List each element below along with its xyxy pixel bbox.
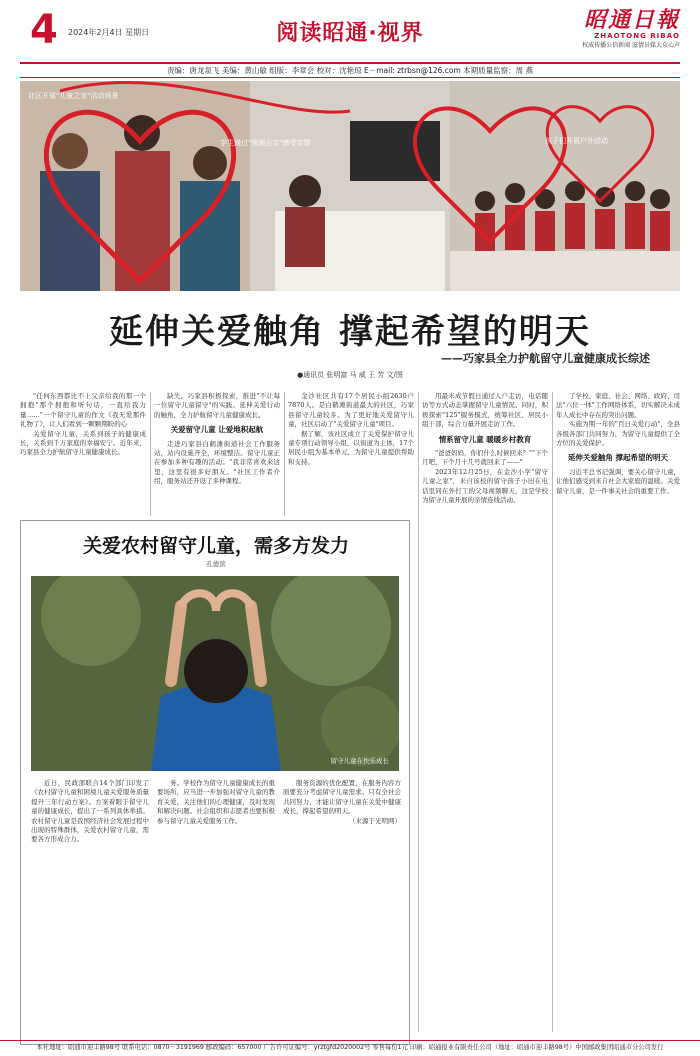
article-column-4	[422, 392, 548, 1032]
logo-english: ZHAOTONG RIBAO	[594, 32, 680, 40]
feature-source: （来源于光明网）	[349, 816, 401, 825]
subheadline: ——巧家县全力护航留守儿童健康成长综述	[441, 352, 650, 365]
hero-caption-right: 孩子们开展户外活动	[545, 137, 608, 145]
article-paragraph: 据了解，该社区成立了关爱保护留守儿童专项行动领导小组，以街道为主体，17个居民小组为基本单元，为留守儿童提供帮助和支持。	[288, 429, 414, 466]
byline: ●通讯员 张明富 马 威 王 芳 文/图	[297, 371, 403, 379]
feature-column-1	[31, 779, 149, 1037]
feature-photo	[31, 576, 399, 771]
subsection-heading: 关爱留守儿童 让爱地积起航	[170, 425, 264, 435]
article-column-1	[20, 392, 146, 516]
column-divider	[418, 392, 419, 1032]
logo-tagline: 权威传播公信新闻 滋情员媒大众心声	[582, 42, 680, 49]
article-paragraph: "任何东西都比不上父亲给我的那一个拥抱"那个拥抱和听句话，一直给我力量……"一个留守儿童的作文《我无爱那件礼物了》，让人们看到一颗颗期盼的心	[20, 392, 146, 429]
feature-photo-caption: 留守儿童在快乐成长	[330, 757, 389, 765]
hero-photo	[20, 81, 680, 291]
column-divider	[284, 392, 285, 516]
masthead	[0, 0, 700, 62]
article-paragraph: 2023年12月25日，在金沙小学"留守儿童之家"，来自该校的留守孩子小田在电话里同在外打工的父母视频聊天，这是学校为留守儿童开展的亲情连线活动。	[422, 467, 548, 505]
newspaper-logo	[560, 8, 680, 49]
hero-illustration	[20, 81, 680, 291]
section-title: 阅读昭通·视界	[276, 21, 424, 46]
subsection-heading: 情系留守儿童 暖暖乡村教育	[438, 434, 532, 444]
article-column-2	[154, 392, 280, 516]
article-paragraph: 走进巧家县白鹤滩街道社会工作服务站，站内设施齐全，环境整洁。留守儿童正在参加多种有趣的活动。"我非常喜欢来这里，这里有很多好朋友。"社区工作者介绍，服务站还开设了多种课程。	[154, 439, 280, 486]
article-paragraph: 用最米成节假日通过人户走访，电话随访等方式动态掌握留守儿童情况。同时，积极探索"125"服务模式，统筹社区、居民小组干部，综合力量开展走访工作。	[422, 392, 548, 429]
article-paragraph: 关爱留守儿童，关系到孩子的健康成长，关系到千万家庭的幸福安宁。近年来，巧家县全力护航留守儿童健康成长。	[20, 429, 146, 457]
staff-bar: 责编：唐龙泉飞 美编：黄山敏 组版：李章会 校对：沈艳琼 E－mail: ztrbsn@126.com 本期质量监察：周 燕	[20, 62, 680, 78]
subsection-heading: 延伸关爱触角 撑起希望的明天	[567, 453, 669, 463]
feature-paragraph: 务。学校作为留守儿童健康成长的重要场所，应当进一步加强对留守儿童的教育关爱，关注他们的心理健康，及时发现和解决问题。社会组织和志愿者也要积极参与留守儿童关爱服务工作。	[157, 779, 275, 825]
article-column-3	[288, 392, 414, 516]
feature-box	[20, 520, 410, 1045]
feature-title: 关爱农村留守儿童，需多方发力	[82, 535, 349, 557]
logo-chinese: 昭通日報	[583, 7, 680, 33]
feature-author: 孔德滨	[206, 560, 226, 568]
article-paragraph: 了学校、家庭、社会、网络、政府、司法"六位一体"工作网络体系，切实解决未成年人成长中存在的突出问题。	[556, 392, 680, 419]
article-paragraph: 金沙社区共有17个居民小组2630户7870人。是白鹤滩街道最大的社区，巧家县留守儿童较多。为了更好地关爱留守儿童，社区启动了"关爱留守儿童"项目。	[288, 392, 414, 429]
feature-paragraph: 服务资源的优化配置，在服务内容方面要充分考虑留守儿童需求。只有全社会共同努力，才能让留守儿童在关爱中健康成长，撑起希望的明天。	[283, 779, 401, 816]
hero-caption-mid: 学生通过"视频会亲"感受亲情	[220, 139, 311, 147]
feature-paragraph: 近日，民政部联合14个部门印发了《农村留守儿童和困境儿童关爱服务质量提升三年行动方案》。方案着眼于留守儿童的健康成长，提出了一系列具体举措。农村留守儿童是我国经济社会发展过程中出现的特殊群体，关爱农村留守儿童，需要各方形成合力。	[31, 779, 149, 844]
article-paragraph: 实施为期一年的"百日关爱行动"，全县各级各部门共同努力，为留守儿童提供了全方位的关爱保护。	[556, 420, 680, 448]
feature-column-3	[283, 779, 401, 1037]
headline: 延伸关爱触角 撑起希望的明天	[109, 312, 591, 352]
article-paragraph: 缺失。巧家县积极探索，推进"不让每一位留守儿童留守"的实践。延伸关爱行动的触角，全力护航留守儿童健康成长。	[154, 392, 280, 419]
page-number: 4	[30, 7, 58, 53]
issue-date: 2024年2月4日 星期日	[68, 28, 150, 37]
article-paragraph: 习近平总书记强调，要关心留守儿童，让他们感受到来自社会大家庭的温暖。关爱留守儿童，是一件事关社会的重要工作。	[556, 467, 680, 495]
column-divider	[150, 392, 151, 516]
hero-caption-left: 社区开展"儿童之家"活动场景	[28, 92, 119, 100]
article-column-5	[556, 392, 680, 1032]
article-paragraph: "爸爸妈妈，你们什么时候回来？""下个月吧，下个月十几号就回来了——"	[422, 449, 548, 467]
feature-column-2	[157, 779, 275, 1037]
child-heart-hands-image	[31, 576, 399, 771]
footer: 本社地址：昭通市迎丰路98号 联系电话：0870－3191969 邮政编码：657000 广告许可证编号：yrztgfd2020002号 零售每份1元 印刷：昭通报业有限责任公司（地址：昭通市迎丰路98号）中国邮政集团昭通市分公司发行	[0, 1040, 700, 1056]
column-divider	[552, 392, 553, 1032]
